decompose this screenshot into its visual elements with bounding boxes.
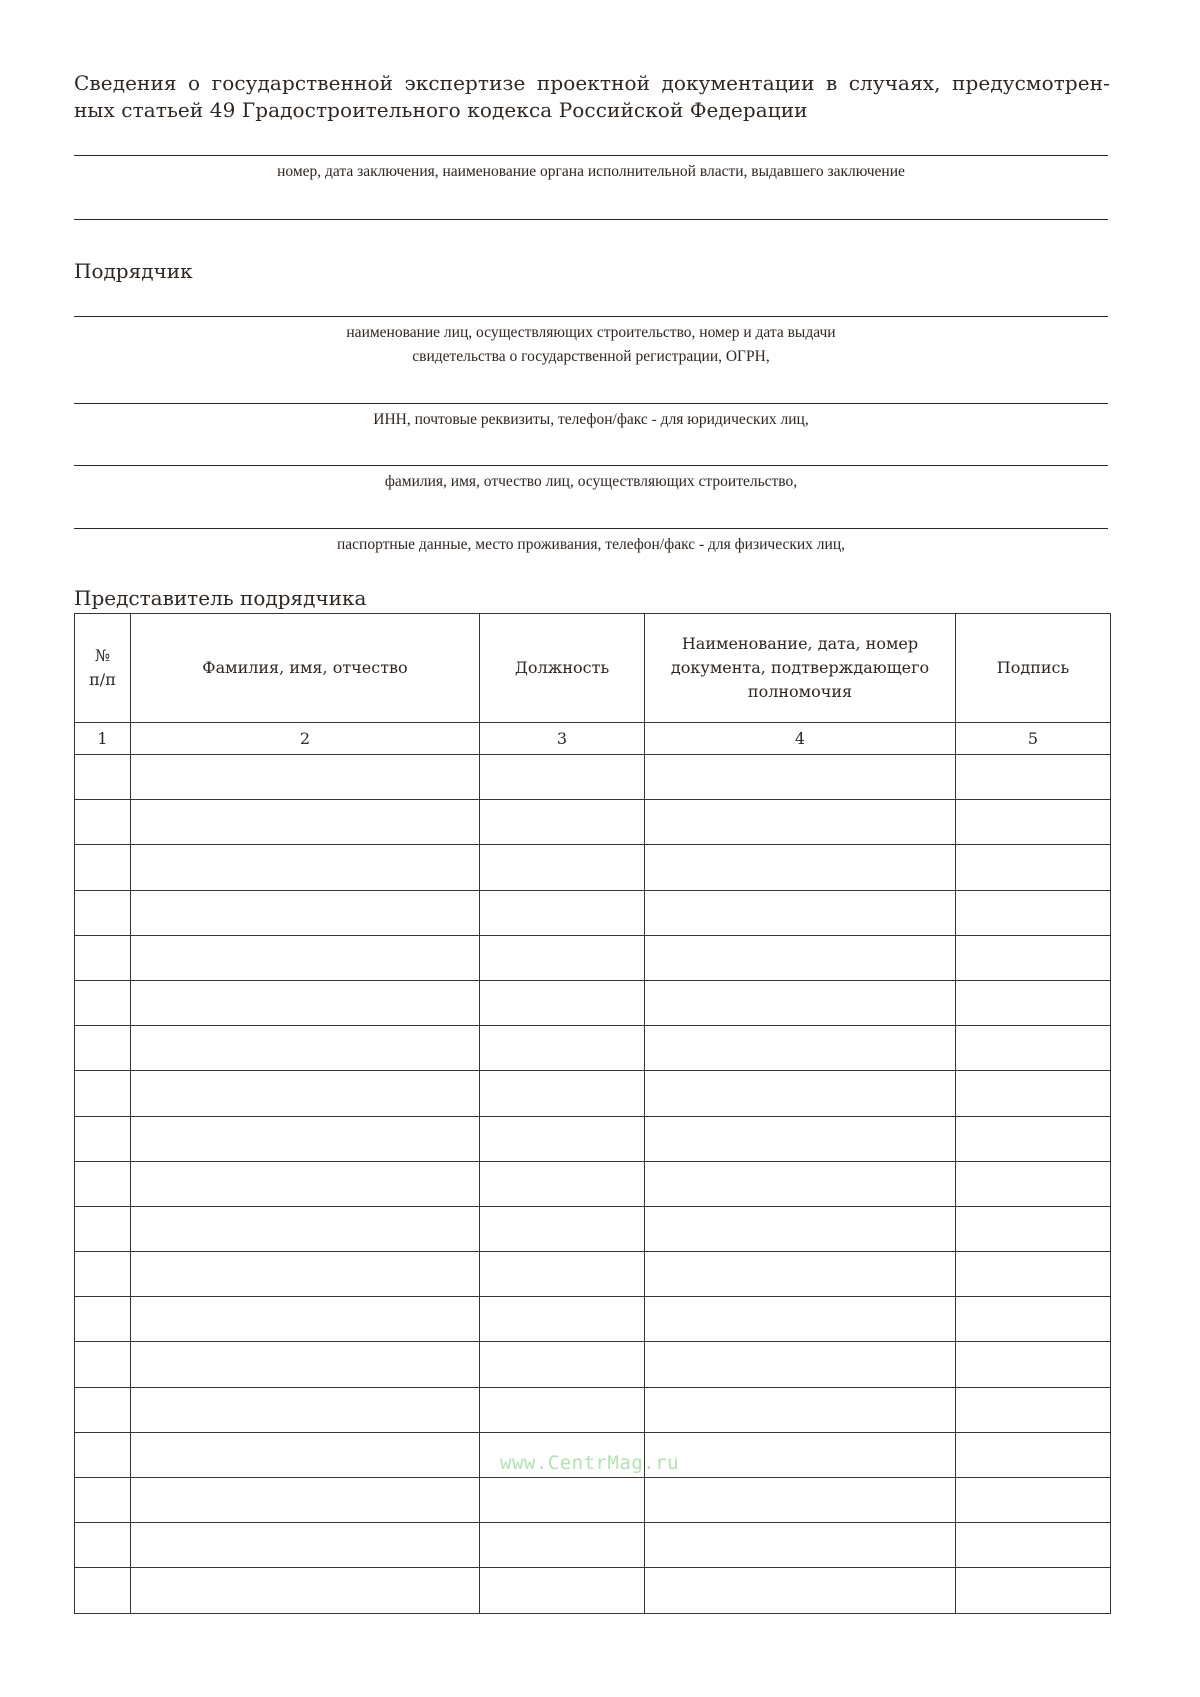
cell-authority-document[interactable] [645,755,956,800]
cell-authority-document[interactable] [645,1206,956,1251]
cell-signature[interactable] [956,1432,1111,1477]
expertise-fill-line-2[interactable] [74,219,1108,220]
contractor-fill-line-4[interactable] [74,528,1108,529]
cell-full-name[interactable] [131,1026,480,1071]
cell-authority-document[interactable] [645,1297,956,1342]
cell-authority-document[interactable] [645,1342,956,1387]
cell-authority-document[interactable] [645,935,956,980]
contractor-fill-line-3[interactable] [74,465,1108,466]
cell-signature[interactable] [956,1026,1111,1071]
table-row [75,980,1111,1025]
column-number: 4 [645,723,956,755]
cell-signature[interactable] [956,1071,1111,1116]
table-row [75,845,1111,890]
title-line-1: Сведения о государственной экспертизе проектной документации в случаях, предусмотрен- [74,71,1110,95]
contractor-caption-2: свидетельства о государственной регистрации, ОГРН, [412,348,770,365]
cell-authority-document[interactable] [645,1387,956,1432]
cell-authority-document[interactable] [645,845,956,890]
cell-full-name[interactable] [131,1342,480,1387]
cell-number[interactable] [75,1523,131,1568]
table-row [75,1206,1111,1251]
cell-signature[interactable] [956,1297,1111,1342]
cell-full-name[interactable] [131,1568,480,1613]
cell-authority-document[interactable] [645,980,956,1025]
table-row [75,800,1111,845]
cell-full-name[interactable] [131,755,480,800]
cell-full-name[interactable] [131,1252,480,1297]
contractor-heading: Подрядчик [74,259,193,283]
cell-position[interactable] [480,755,645,800]
table-row [75,1116,1111,1161]
cell-position[interactable] [480,1071,645,1116]
table-row [75,1026,1111,1071]
cell-number[interactable] [75,1432,131,1477]
cell-position[interactable] [480,1161,645,1206]
table-row [75,890,1111,935]
cell-position[interactable] [480,1568,645,1613]
table-row [75,755,1111,800]
cell-full-name[interactable] [131,935,480,980]
expertise-caption: номер, дата заключения, наименование органа исполнительной власти, выдавшего заключение [277,163,905,180]
header-authority-line-3: полномочия [747,682,853,701]
table-row [75,1297,1111,1342]
cell-full-name[interactable] [131,980,480,1025]
cell-authority-document[interactable] [645,1071,956,1116]
column-number-row [75,723,1111,755]
cell-full-name[interactable] [131,1297,480,1342]
header-authority-line-1: Наименование, дата, номер [681,634,919,653]
cell-number[interactable] [75,1026,131,1071]
cell-signature[interactable] [956,755,1111,800]
cell-authority-document[interactable] [645,1523,956,1568]
header-signature: Подпись [956,614,1111,723]
table-row [75,1161,1111,1206]
contractor-caption-4: фамилия, имя, отчество лиц, осуществляющих строительство, [384,473,798,490]
cell-full-name[interactable] [131,800,480,845]
cell-full-name[interactable] [131,1387,480,1432]
cell-position[interactable] [480,935,645,980]
cell-authority-document[interactable] [645,1252,956,1297]
table-header-row [75,614,1111,723]
table-row [75,1478,1111,1523]
cell-full-name[interactable] [131,1478,480,1523]
cell-number[interactable] [75,1116,131,1161]
table-row [75,935,1111,980]
cell-number[interactable] [75,935,131,980]
cell-number[interactable] [75,1568,131,1613]
cell-signature[interactable] [956,1161,1111,1206]
cell-full-name[interactable] [131,845,480,890]
cell-authority-document[interactable] [645,1568,956,1613]
table-row [75,1568,1111,1613]
table-row [75,1342,1111,1387]
watermark: www.CentrMag.ru [500,1452,680,1474]
cell-number[interactable] [75,1387,131,1432]
header-position: Должность [480,614,645,723]
cell-number[interactable] [75,800,131,845]
cell-number[interactable] [75,1252,131,1297]
cell-full-name[interactable] [131,1161,480,1206]
cell-authority-document[interactable] [645,1478,956,1523]
cell-number[interactable] [75,1161,131,1206]
cell-position[interactable] [480,1206,645,1251]
table-body [75,755,1111,1614]
cell-position[interactable] [480,845,645,890]
header-authority-document [645,614,956,723]
cell-position[interactable] [480,980,645,1025]
cell-signature[interactable] [956,845,1111,890]
cell-authority-document[interactable] [645,800,956,845]
cell-position[interactable] [480,1116,645,1161]
cell-signature[interactable] [956,1342,1111,1387]
title-line-2: ных статьей 49 Градостроительного кодекса Российской Федерации [74,98,808,122]
representative-heading: Представитель подрядчика [74,586,367,610]
column-number: 2 [131,723,480,755]
cell-number[interactable] [75,755,131,800]
cell-full-name[interactable] [131,1206,480,1251]
header-number [75,614,131,723]
contractor-caption-1: наименование лиц, осуществляющих строительство, номер и дата выдачи [346,324,836,341]
table-row [75,1252,1111,1297]
cell-authority-document[interactable] [645,1432,956,1477]
cell-signature[interactable] [956,1252,1111,1297]
cell-position[interactable] [480,1387,645,1432]
contractor-fill-line-1[interactable] [74,316,1108,317]
cell-signature[interactable] [956,1568,1111,1613]
header-full-name: Фамилия, имя, отчество [131,614,480,723]
contractor-caption-5: паспортные данные, место проживания, телефон/факс - для физических лиц, [337,536,845,553]
header-number-abbr: п/п [89,670,116,689]
cell-signature[interactable] [956,935,1111,980]
cell-position[interactable] [480,1478,645,1523]
contractor-fill-line-2[interactable] [74,403,1108,404]
cell-number[interactable] [75,1478,131,1523]
cell-signature[interactable] [956,1523,1111,1568]
table-row [75,1523,1111,1568]
header-authority-line-2: документа, подтверждающего [670,658,930,677]
header-number-symbol: № [94,646,111,665]
cell-full-name[interactable] [131,890,480,935]
table-row [75,1071,1111,1116]
cell-signature[interactable] [956,1116,1111,1161]
cell-position[interactable] [480,1297,645,1342]
expertise-fill-line-1[interactable] [74,155,1108,156]
cell-number[interactable] [75,890,131,935]
cell-position[interactable] [480,800,645,845]
cell-position[interactable] [480,1026,645,1071]
cell-position[interactable] [480,1252,645,1297]
cell-number[interactable] [75,980,131,1025]
contractor-caption-3: ИНН, почтовые реквизиты, телефон/факс - для юридических лиц, [373,411,809,428]
cell-position[interactable] [480,1523,645,1568]
cell-full-name[interactable] [131,1116,480,1161]
column-number: 5 [956,723,1111,755]
cell-full-name[interactable] [131,1071,480,1116]
cell-number[interactable] [75,1342,131,1387]
cell-full-name[interactable] [131,1523,480,1568]
cell-number[interactable] [75,845,131,890]
cell-position[interactable] [480,890,645,935]
document-title [74,70,1110,124]
cell-number[interactable] [75,1071,131,1116]
cell-number[interactable] [75,1297,131,1342]
cell-signature[interactable] [956,1387,1111,1432]
cell-authority-document[interactable] [645,1161,956,1206]
cell-authority-document[interactable] [645,890,956,935]
cell-signature[interactable] [956,1206,1111,1251]
cell-signature[interactable] [956,800,1111,845]
cell-signature[interactable] [956,980,1111,1025]
cell-position[interactable] [480,1342,645,1387]
cell-authority-document[interactable] [645,1026,956,1071]
column-number: 1 [75,723,131,755]
table-row [75,1387,1111,1432]
cell-signature[interactable] [956,1478,1111,1523]
cell-full-name[interactable] [131,1432,480,1477]
cell-number[interactable] [75,1206,131,1251]
cell-signature[interactable] [956,890,1111,935]
column-number: 3 [480,723,645,755]
cell-authority-document[interactable] [645,1116,956,1161]
